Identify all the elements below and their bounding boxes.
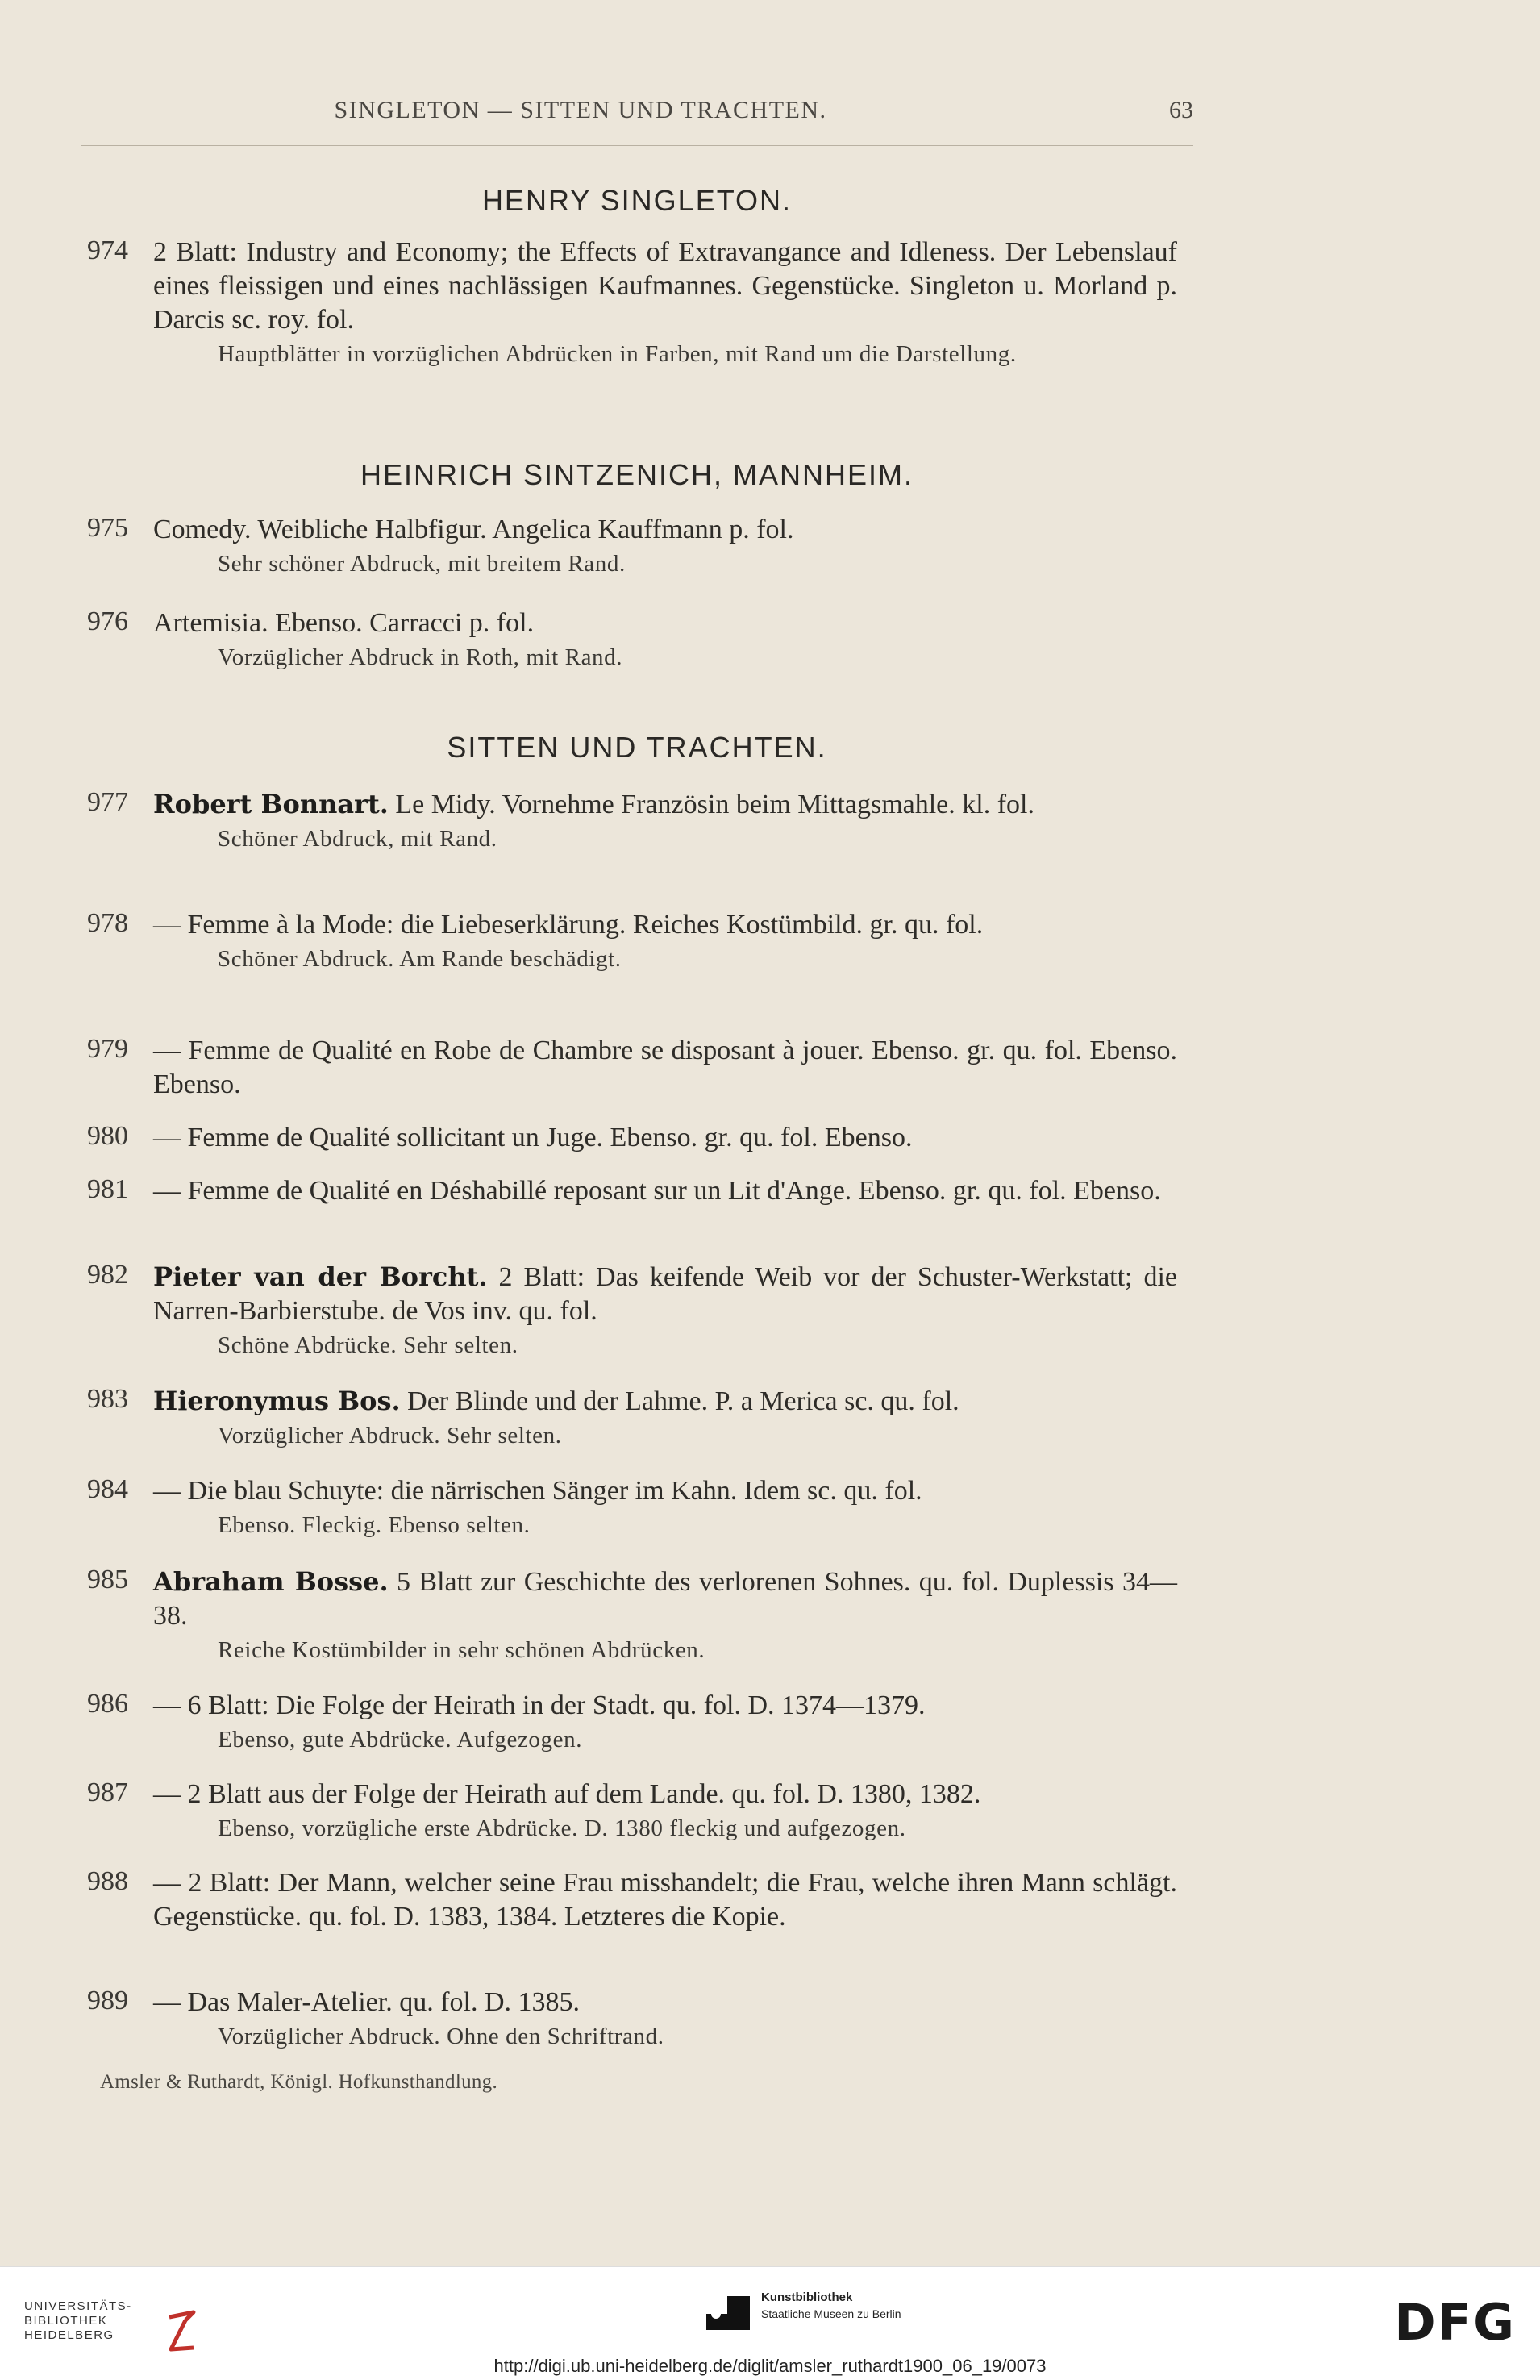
- entry-note: Hauptblätter in vorzüglichen Abdrücken in Farben, mit Rand um die Darstellung.: [218, 341, 1017, 367]
- dfg-logo[interactable]: DFG: [1394, 2293, 1516, 2352]
- catalog-entry-983: [87, 1384, 1177, 1451]
- entry-number: 980: [87, 1121, 128, 1151]
- entry-number: 986: [87, 1689, 128, 1719]
- catalog-entry-980: [87, 1121, 1177, 1155]
- uni-logo-line3: HEIDELBERG: [24, 2328, 114, 2342]
- entry-number: 985: [87, 1565, 128, 1594]
- entry-number: 976: [87, 606, 128, 636]
- entry-text: [153, 1565, 1177, 1633]
- entry-text: — Das Maler-Atelier. qu. fol. D. 1385.: [153, 1987, 581, 2017]
- artist-name: Abraham Bosse.: [153, 1566, 389, 1597]
- entry-note: Ebenso. Fleckig. Ebenso selten.: [218, 1512, 531, 1538]
- entry-note: Schöne Abdrücke. Sehr selten.: [218, 1332, 518, 1358]
- digitization-footer: [0, 2266, 1540, 2380]
- running-header: [81, 97, 1193, 146]
- entry-text: — 6 Blatt: Die Folge der Heirath in der Stadt. qu. fol. D. 1374—1379.: [153, 1690, 926, 1720]
- catalog-entry-986: [87, 1689, 1177, 1755]
- entry-note: Ebenso, vorzügliche erste Abdrücke. D. 1380 fleckig und aufgezogen.: [218, 1815, 906, 1841]
- entry-note: Vorzüglicher Abdruck. Ohne den Schriftrand.: [218, 2024, 664, 2049]
- entry-text: [153, 1260, 1177, 1328]
- entry-text: — 2 Blatt: Der Mann, welcher seine Frau misshandelt; die Frau, welche ihren Mann schlägt. Gegenstücke. qu. fol. D. 1383, 1384. Letzteres die Kopie.: [153, 1868, 1177, 1932]
- section-title-sintzenich: HEINRICH SINTZENICH, MANNHEIM.: [360, 458, 914, 491]
- catalog-entry-975: [87, 513, 1177, 579]
- kunstbibliothek-emblem-icon: [705, 2296, 753, 2332]
- publisher-imprint: Amsler & Ruthardt, Königl. Hofkunsthandlung.: [100, 2071, 498, 2093]
- entry-text: Comedy. Weibliche Halbfigur. Angelica Kauffmann p. fol.: [153, 515, 794, 544]
- entry-text: — Femme de Qualité en Robe de Chambre se disposant à jouer. Ebenso. gr. qu. fol. Ebenso. Ebenso.: [153, 1036, 1177, 1099]
- catalog-entry-985: [87, 1565, 1177, 1665]
- entry-note: Vorzüglicher Abdruck in Roth, mit Rand.: [218, 644, 623, 670]
- entry-number: 988: [87, 1866, 128, 1896]
- entry-text: — Femme de Qualité sollicitant un Juge. Ebenso. gr. qu. fol. Ebenso.: [153, 1123, 913, 1152]
- entry-number: 977: [87, 787, 128, 817]
- uni-logo-line1: UNIVERSITÄTS-: [24, 2299, 132, 2313]
- entry-number: 982: [87, 1260, 128, 1290]
- entry-text: [153, 1384, 1177, 1419]
- entry-description: Der Blinde und der Lahme. P. a Merica sc. qu. fol.: [407, 1386, 959, 1416]
- entry-number: 981: [87, 1174, 128, 1204]
- catalog-entry-979: [87, 1034, 1177, 1102]
- page-number: 63: [1169, 97, 1193, 123]
- permalink-url[interactable]: http://digi.ub.uni-heidelberg.de/diglit/amsler_ruthardt1900_06_19/0073: [493, 2356, 1047, 2376]
- uni-emblem-icon: [161, 2309, 202, 2357]
- entry-description: Le Midy. Vornehme Französin beim Mittagsmahle. kl. fol.: [395, 790, 1034, 819]
- entry-number: 984: [87, 1474, 128, 1504]
- entry-text: 2 Blatt: Industry and Economy; the Effects of Extravangance and Idleness. Der Lebenslauf eines fleissigen und eines nachlässigen Kaufmannes. Gegenstücke. Singleton u. Morland p. Darcis sc. roy. fol.: [153, 237, 1177, 335]
- entry-number: 987: [87, 1778, 128, 1807]
- entry-note: Reiche Kostümbilder in sehr schönen Abdrücken.: [218, 1637, 705, 1663]
- catalog-entry-987: [87, 1778, 1177, 1844]
- entry-number: 978: [87, 908, 128, 938]
- entry-note: Vorzüglicher Abdruck. Sehr selten.: [218, 1423, 562, 1448]
- catalog-entry-978: [87, 908, 1177, 974]
- entry-text: [153, 787, 1177, 822]
- uni-logo-line2: BIBLIOTHEK: [24, 2314, 108, 2328]
- section-title-sitten: SITTEN UND TRACHTEN.: [447, 731, 827, 764]
- artist-name: Hieronymus Bos.: [153, 1386, 401, 1416]
- artist-name: Robert Bonnart.: [153, 789, 389, 819]
- entry-description: 5 Blatt zur Geschichte des verlorenen Sohnes. qu. fol. Duplessis 34—38.: [153, 1567, 1178, 1631]
- entry-text: — Femme de Qualité en Déshabillé reposant sur un Lit d'Ange. Ebenso. gr. qu. fol. Ebenso.: [153, 1176, 1161, 1206]
- catalog-entry-982: [87, 1260, 1177, 1361]
- catalog-entry-981: [87, 1174, 1177, 1208]
- catalog-entry-977: [87, 787, 1177, 854]
- entry-number: 979: [87, 1034, 128, 1064]
- entry-note: Ebenso, gute Abdrücke. Aufgezogen.: [218, 1727, 583, 1753]
- catalog-entry-974: [87, 235, 1177, 369]
- catalog-entry-989: [87, 1986, 1177, 2052]
- catalog-entry-984: [87, 1474, 1177, 1540]
- entry-number: 975: [87, 513, 128, 543]
- entry-number: 974: [87, 235, 128, 265]
- kunstbibliothek-subtitle: Staatliche Museen zu Berlin: [761, 2307, 901, 2320]
- entry-note: Sehr schöner Abdruck, mit breitem Rand.: [218, 551, 626, 577]
- entry-note: Schöner Abdruck, mit Rand.: [218, 826, 497, 852]
- kunstbibliothek-title: Kunstbibliothek: [761, 2290, 853, 2304]
- entry-text: — Die blau Schuyte: die närrischen Sänger im Kahn. Idem sc. qu. fol.: [153, 1476, 922, 1506]
- entry-number: 983: [87, 1384, 128, 1414]
- entry-text: — 2 Blatt aus der Folge der Heirath auf dem Lande. qu. fol. D. 1380, 1382.: [153, 1779, 981, 1809]
- entry-text: Artemisia. Ebenso. Carracci p. fol.: [153, 608, 535, 638]
- entry-number: 989: [87, 1986, 128, 2015]
- section-title-singleton: HENRY SINGLETON.: [481, 184, 793, 217]
- kunstbibliothek-text: [761, 2290, 971, 2322]
- entry-description: 2 Blatt: Das keifende Weib vor der Schuster-Werkstatt; die Narren-Barbierstube. de Vos inv. qu. fol.: [153, 1262, 1178, 1326]
- catalog-entry-976: [87, 606, 1177, 673]
- artist-name: Pieter van der Borcht.: [153, 1261, 488, 1292]
- entry-note: Schöner Abdruck. Am Rande beschädigt.: [218, 946, 622, 972]
- entry-text: — Femme à la Mode: die Liebeserklärung. Reiches Kostümbild. gr. qu. fol.: [153, 910, 984, 940]
- heidelberg-library-logo[interactable]: [24, 2299, 132, 2343]
- running-title: SINGLETON — SITTEN UND TRACHTEN.: [334, 97, 827, 123]
- catalog-entry-988: [87, 1866, 1177, 1934]
